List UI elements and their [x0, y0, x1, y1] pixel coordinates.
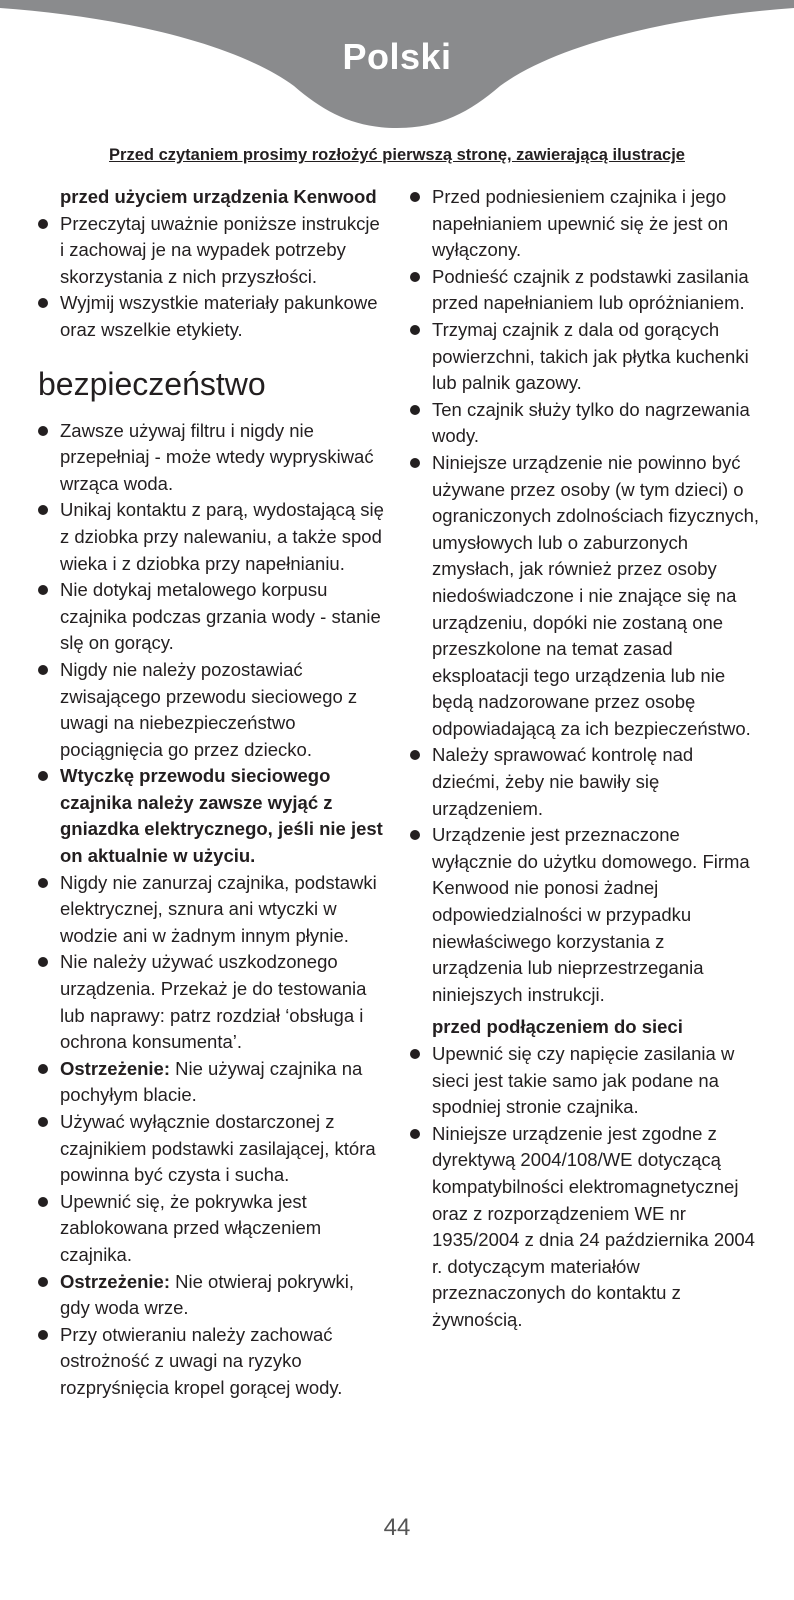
list-item: Nigdy nie zanurzaj czajnika, podstawki elektrycznej, sznura ani wtyczki w wodzie ani w żadnym innym płynie.	[38, 870, 388, 950]
list-item: Niniejsze urządzenie jest zgodne z dyrektywą 2004/108/WE dotyczącą kompatybilności elektromagnetycznej oraz z rozporządzeniem WE nr 1935/2004 z dnia 24 października 2004 r. dotyczącym materiałów przeznaczonych do kontaktu z żywnością.	[410, 1121, 760, 1334]
list-item: Przy otwieraniu należy zachować ostrożność z uwagi na ryzyko rozpryśnięcia kropel gorącej wody.	[38, 1322, 388, 1402]
list-item: Nigdy nie należy pozostawiać zwisającego przewodu sieciowego z uwagi na niebezpieczeństwo pociągnięcia go przez dziecko.	[38, 657, 388, 763]
list-item: Używać wyłącznie dostarczonej z czajnikiem podstawki zasilającej, która powinna być czysta i sucha.	[38, 1109, 388, 1189]
list-item: Niniejsze urządzenie nie powinno być używane przez osoby (w tym dzieci) o ograniczonych zdolnościach fizycznych, umysłowych lub o zaburzonych zmysłach, jak również przez osoby niedoświadczone i nie znające się na urządzeniu, dopóki nie zostaną one przeszkolone na temat zasad eksploatacji tego urządzenia lub nie będą nadzorowane przez osobę odpowiadającą za ich bezpieczeństwo.	[410, 450, 760, 743]
left-column	[38, 184, 388, 1402]
warning-item	[38, 1269, 388, 1322]
section-title-safety: bezpieczeństwo	[38, 365, 266, 402]
list-item: Unikaj kontaktu z parą, wydostającą się z dziobka przy nalewaniu, a także spod wieka i z dziobka przy napełnianiu.	[38, 497, 388, 577]
list-item: Nie należy używać uszkodzonego urządzenia. Przekaż je do testowania lub naprawy: patrz rozdział ‘obsługa i ochrona konsumenta’.	[38, 949, 388, 1055]
warning-label: Ostrzeżenie:	[60, 1057, 171, 1079]
illustration-notice: Przed czytaniem prosimy rozłożyć pierwszą stronę, zawierającą ilustracje	[109, 146, 685, 164]
list-item: Przeczytaj uważnie poniższe instrukcje i zachowaj je na wypadek potrzeby skorzystania z nich przyszłości.	[38, 211, 388, 291]
list-item: Nie dotykaj metalowego korpusu czajnika podczas grzania wody - stanie slę on gorący.	[38, 577, 388, 657]
page-title: Polski	[342, 36, 452, 77]
header-banner	[0, 0, 794, 140]
list-item: Podnieść czajnik z podstawki zasilania przed napełnianiem lub opróżnianiem.	[410, 264, 760, 317]
warning-label: Ostrzeżenie:	[60, 1270, 171, 1292]
list-item: Zawsze używaj filtru i nigdy nie przepełniaj - może wtedy wypryskiwać wrząca woda.	[38, 418, 388, 498]
list-item: Upewnić się, że pokrywka jest zablokowana przed włączeniem czajnika.	[38, 1189, 388, 1269]
warning-item	[38, 1056, 388, 1109]
list-item: Trzymaj czajnik z dala od gorących powierzchni, takich jak płytka kuchenki lub palnik gazowy.	[410, 317, 760, 397]
list-item: Upewnić się czy napięcie zasilania w sieci jest takie samo jak podane na spodniej stronie czajnika.	[410, 1041, 760, 1121]
list-item: Urządzenie jest przeznaczone wyłącznie do użytku domowego. Firma Kenwood nie ponosi żadnej odpowiedzialności w przypadku niewłaściwego korzystania z urządzenia lub nieprzestrzegania niniejszych instrukcji.	[410, 822, 760, 1008]
intro-heading: przed użyciem urządzenia Kenwood	[60, 186, 377, 207]
safety-list-continued	[410, 184, 760, 1008]
list-item: Przed podniesieniem czajnika i jego napełnianiem upewnić się że jest on wyłączony.	[410, 184, 760, 264]
warning-text: Nie otwieraj pokrywki, gdy woda wrze.	[60, 1270, 355, 1319]
intro-list	[38, 211, 388, 344]
list-item-bold: Wtyczkę przewodu sieciowego czajnika należy zawsze wyjąć z gniazdka elektrycznego, jeśli nie jest on aktualnie w użyciu.	[38, 763, 388, 869]
list-item: Ten czajnik służy tylko do nagrzewania wody.	[410, 397, 760, 450]
right-column	[410, 184, 760, 1334]
power-heading: przed podłączeniem do sieci	[432, 1016, 683, 1038]
warning-text: Nie używaj czajnika na pochyłym blacie.	[60, 1057, 363, 1106]
safety-list	[38, 418, 388, 1402]
page-number: 44	[383, 1514, 411, 1541]
power-list	[410, 1041, 760, 1334]
list-item: Wyjmij wszystkie materiały pakunkowe oraz wszelkie etykiety.	[38, 290, 388, 343]
list-item: Należy sprawować kontrolę nad dziećmi, żeby nie bawiły się urządzeniem.	[410, 742, 760, 822]
